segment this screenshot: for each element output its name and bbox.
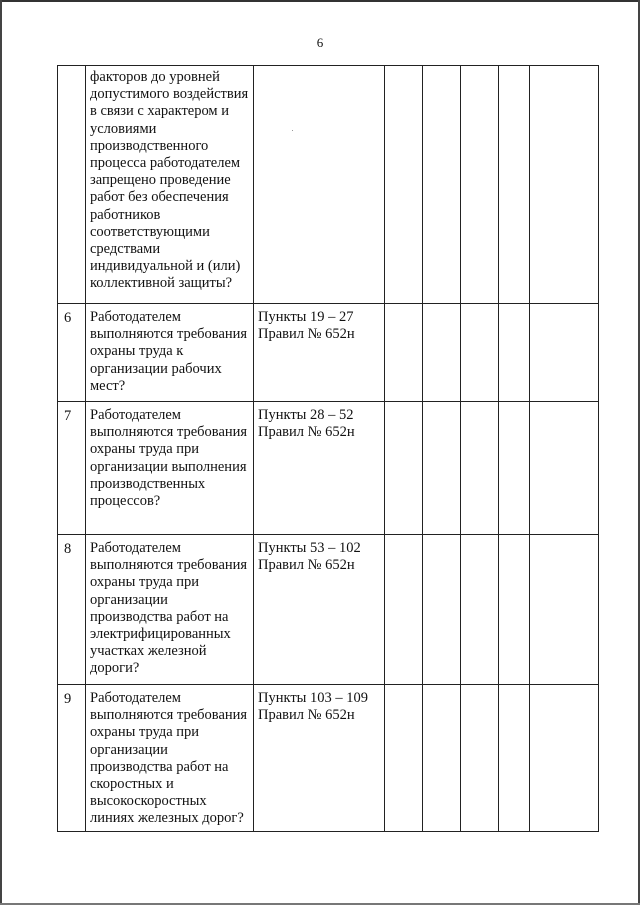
answer-cell — [385, 66, 423, 304]
answer-cell — [385, 402, 423, 535]
reference-rules: Правил № 652н — [258, 707, 355, 724]
table-row — [58, 402, 599, 535]
reference-cell — [254, 685, 385, 832]
requirement-question: факторов до уровней допустимого воздействия в связи с характером и условиями производственного процесса работодателем запрещено проведение работ без обеспечения работников соответствующими средствами индивидуальной и (или) коллективной защиты? — [86, 66, 254, 304]
answer-cell — [423, 304, 461, 402]
row-number: 6 — [58, 304, 86, 402]
requirement-question: Работодателем выполняются требования охраны труда при организации производства работ на электрифицированных участках железной дороги? — [86, 535, 254, 685]
answer-cell — [499, 685, 530, 832]
notes-cell — [530, 535, 599, 685]
reference-cell — [254, 402, 385, 535]
reference-points: Пункты 53 – 102 — [258, 540, 361, 556]
notes-cell — [530, 402, 599, 535]
reference-points: Пункты 19 – 27 — [258, 309, 354, 325]
table-row — [58, 304, 599, 402]
requirement-question: Работодателем выполняются требования охраны труда при организации выполнения производственных процессов? — [86, 402, 254, 535]
answer-cell — [423, 685, 461, 832]
reference-cell — [254, 304, 385, 402]
notes-cell — [530, 304, 599, 402]
answer-cell — [385, 304, 423, 402]
answer-cell — [461, 402, 499, 535]
page-edge-top — [0, 0, 640, 2]
answer-cell — [423, 535, 461, 685]
reference-cell — [254, 535, 385, 685]
row-number — [58, 66, 86, 304]
requirement-question: Работодателем выполняются требования охраны труда к организации рабочих мест? — [86, 304, 254, 402]
answer-cell — [499, 402, 530, 535]
table-row — [58, 535, 599, 685]
row-number: 7 — [58, 402, 86, 535]
reference-points: Пункты 28 – 52 — [258, 407, 354, 423]
notes-cell — [530, 66, 599, 304]
reference-points: Пункты 103 – 109 — [258, 690, 369, 706]
requirement-question: Работодателем выполняются требования охраны труда при организации производства работ на скоростных и высокоскоростных линиях железных дорог? — [86, 685, 254, 832]
page-number: 6 — [316, 35, 324, 50]
answer-cell — [499, 304, 530, 402]
answer-cell — [499, 66, 530, 304]
notes-cell — [530, 685, 599, 832]
checklist-table — [57, 65, 599, 832]
answer-cell — [461, 685, 499, 832]
reference-rules: Правил № 652н — [258, 326, 355, 343]
row-number: 8 — [58, 535, 86, 685]
table-row — [58, 685, 599, 832]
row-number: 9 — [58, 685, 86, 832]
answer-cell — [423, 66, 461, 304]
answer-cell — [461, 535, 499, 685]
answer-cell — [461, 304, 499, 402]
answer-cell — [385, 535, 423, 685]
page-edge-left — [0, 0, 2, 905]
table-row — [58, 66, 599, 304]
reference-rules: Правил № 652н — [258, 424, 355, 441]
answer-cell — [423, 402, 461, 535]
answer-cell — [385, 685, 423, 832]
answer-cell — [461, 66, 499, 304]
reference-rules: Правил № 652н — [258, 557, 355, 574]
reference-cell — [254, 66, 385, 304]
answer-cell — [499, 535, 530, 685]
